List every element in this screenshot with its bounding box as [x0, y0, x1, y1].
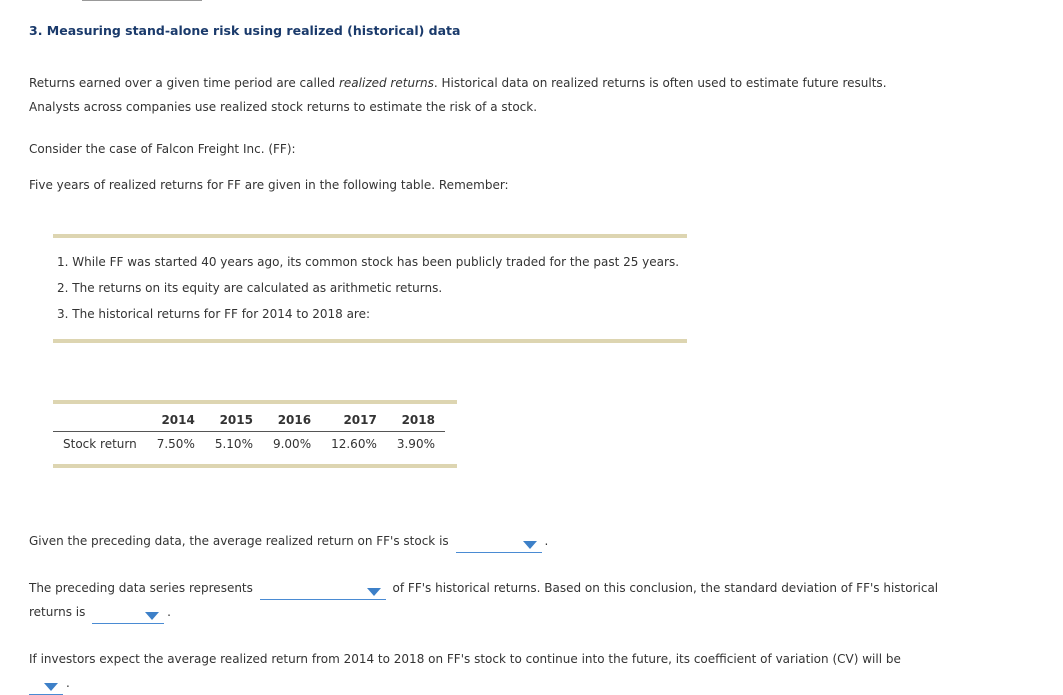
q2-text-a: The preceding data series represents — [29, 581, 253, 595]
year-header: 2018 — [387, 411, 445, 432]
q1-end: . — [544, 534, 549, 548]
year-header: 2015 — [205, 411, 263, 432]
q2-text-c: returns is — [29, 605, 86, 619]
chevron-down-icon — [523, 541, 537, 549]
return-value: 12.60% — [331, 437, 377, 451]
q2-end: . — [167, 605, 171, 619]
list-item: 2. The returns on its equity are calculated as arithmetic returns. — [57, 281, 443, 295]
intro-line-2: Analysts across companies use realized stock returns to estimate the risk of a stock. — [29, 100, 538, 114]
chevron-down-icon — [145, 612, 159, 620]
intro-text-2: . Historical data on realized returns is often used to estimate future results. — [433, 76, 887, 90]
table-header-row — [53, 411, 445, 432]
returns-table-box — [53, 400, 457, 468]
top-divider — [82, 0, 202, 1]
returns-table — [53, 411, 445, 455]
table-corner — [53, 411, 147, 432]
q3-text: If investors expect the average realized return from 2014 to 2018 on FF's stock to continue into the future, its coefficient of variation (CV) will be — [29, 652, 901, 666]
average-return-dropdown[interactable] — [456, 536, 542, 553]
chevron-down-icon — [367, 588, 381, 596]
row-label: Stock return — [63, 437, 137, 451]
intro-emphasis: realized returns — [338, 76, 434, 90]
question-average-return — [29, 529, 1039, 553]
return-value: 3.90% — [396, 437, 435, 451]
table-row — [53, 432, 445, 456]
q3-end: . — [66, 676, 70, 690]
year-header: 2016 — [263, 411, 321, 432]
return-value: 5.10% — [214, 437, 253, 451]
remember-list — [57, 249, 687, 327]
list-item: 1. While FF was started 40 years ago, its common stock has been publicly traded for the past 25 years. — [57, 255, 680, 269]
chevron-down-icon — [44, 683, 58, 691]
std-dev-dropdown[interactable] — [92, 607, 164, 624]
intro-line-1 — [29, 71, 1039, 95]
section-heading: 3. Measuring stand-alone risk using realized (historical) data — [29, 23, 461, 38]
intro-paragraph — [29, 71, 1039, 119]
list-item: 3. The historical returns for FF for 2014 to 2018 are: — [57, 307, 371, 321]
five-years-text: Five years of realized returns for FF are given in the following table. Remember: — [29, 178, 509, 192]
year-header: 2017 — [321, 411, 387, 432]
consider-text: Consider the case of Falcon Freight Inc. (FF): — [29, 142, 296, 156]
return-value: 9.00% — [272, 437, 312, 451]
intro-text-1: Returns earned over a given time period are called — [29, 76, 339, 90]
problem-content — [29, 22, 1039, 695]
q1-text: Given the preceding data, the average realized return on FF's stock is — [29, 534, 449, 548]
year-header: 2014 — [147, 411, 205, 432]
series-type-dropdown[interactable] — [260, 583, 386, 600]
q2-text-b: of FF's historical returns. Based on this conclusion, the standard deviation of FF's historical — [392, 581, 939, 595]
remember-list-box — [53, 234, 687, 343]
question-cv — [29, 647, 1039, 695]
return-value: 7.50% — [156, 437, 195, 451]
question-series-type — [29, 576, 1039, 624]
